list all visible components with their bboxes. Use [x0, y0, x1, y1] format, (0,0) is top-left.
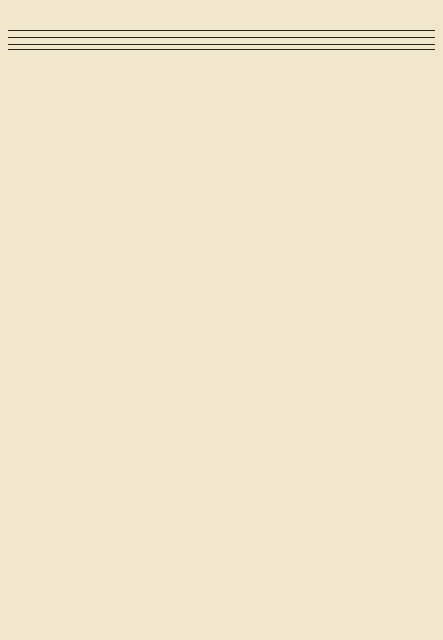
col-header-tasacion	[395, 38, 435, 45]
col-header-aprovechamientos	[152, 38, 395, 45]
aprovechamientos-table	[8, 37, 435, 45]
newspaper-page	[8, 8, 435, 634]
section-divider	[8, 49, 435, 50]
col-header-pueblos	[8, 38, 80, 45]
col-header-montes	[80, 38, 152, 45]
page-header	[8, 8, 435, 31]
